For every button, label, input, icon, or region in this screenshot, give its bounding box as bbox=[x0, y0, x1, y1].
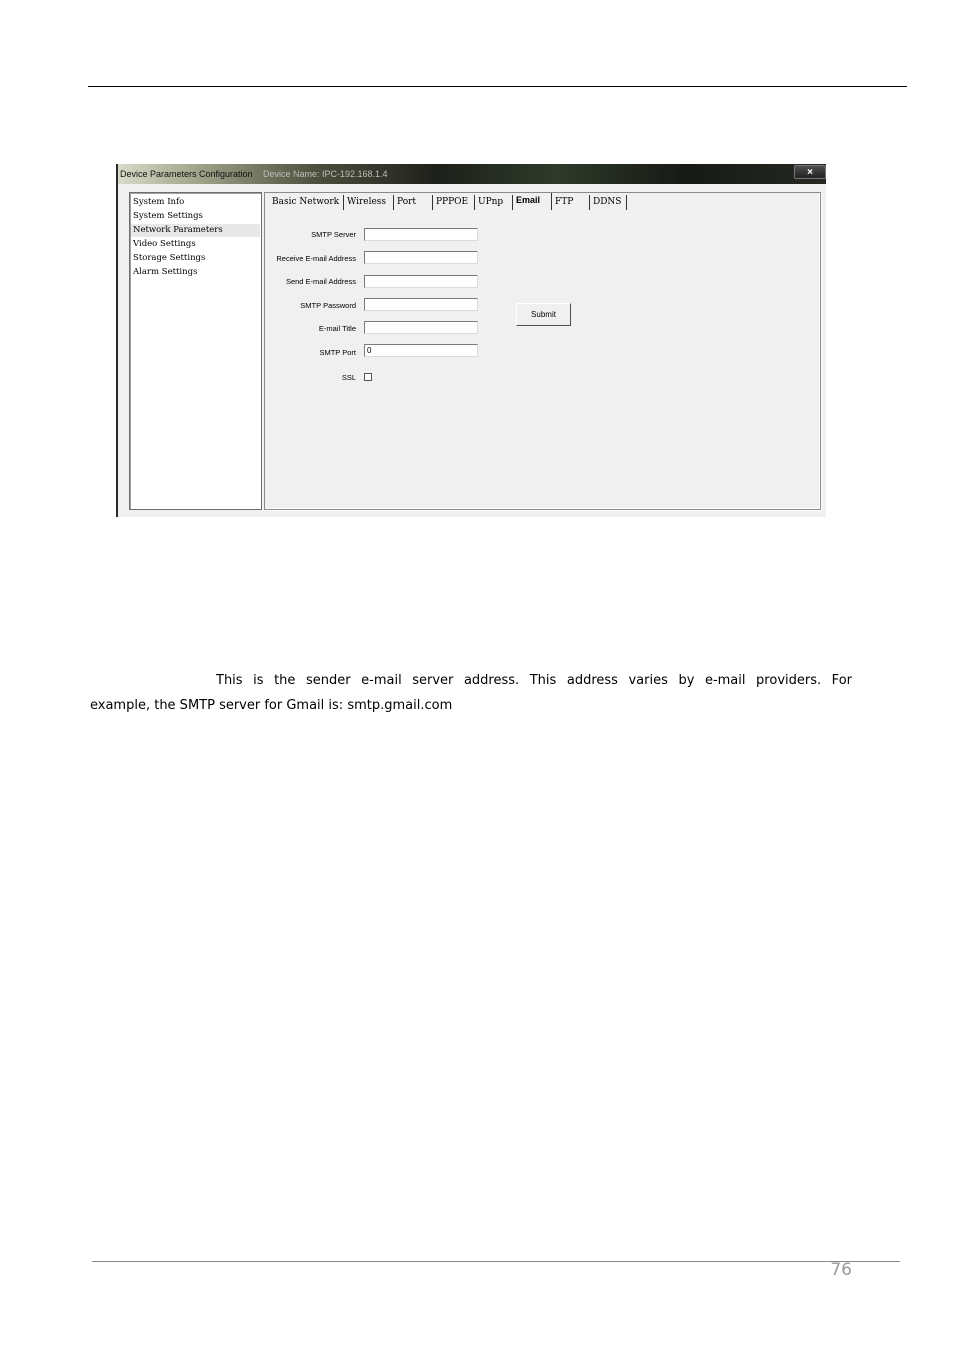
nav-item-alarm-settings[interactable]: Alarm Settings bbox=[133, 267, 198, 277]
device-parameters-dialog bbox=[116, 164, 826, 517]
smtp-password-input[interactable] bbox=[364, 298, 478, 311]
smtp-port-input[interactable]: 0 bbox=[364, 344, 478, 357]
smtp-server-input[interactable] bbox=[364, 228, 478, 241]
description-line-2: example, the SMTP server for Gmail is: smtp.gmail.com bbox=[90, 698, 453, 713]
tab-wireless[interactable]: Wireless bbox=[344, 195, 394, 210]
nav-item-storage-settings[interactable]: Storage Settings bbox=[133, 253, 206, 263]
nav-item-video-settings[interactable]: Video Settings bbox=[133, 239, 196, 249]
ssl-checkbox[interactable] bbox=[364, 373, 372, 381]
settings-nav-list bbox=[129, 192, 262, 510]
device-name: Device Name: IPC-192.168.1.4 bbox=[263, 169, 388, 179]
email-title-input[interactable] bbox=[364, 321, 478, 334]
smtp-server-description bbox=[90, 668, 852, 718]
email-title-label: E-mail Title bbox=[318, 324, 356, 333]
send-address-label: Send E-mail Address bbox=[285, 277, 356, 286]
send-address-input[interactable] bbox=[364, 275, 478, 288]
dialog-titlebar bbox=[118, 164, 826, 184]
header-rule bbox=[88, 86, 907, 87]
close-button[interactable] bbox=[794, 165, 826, 179]
tab-port[interactable]: Port bbox=[394, 195, 433, 210]
tab-email[interactable]: Email bbox=[513, 193, 552, 210]
smtp-server-label: SMTP Server bbox=[311, 230, 356, 239]
tab-upnp[interactable]: UPnp bbox=[475, 195, 513, 210]
tab-basic-network[interactable]: Basic Network bbox=[269, 195, 344, 210]
footer-rule bbox=[92, 1261, 900, 1262]
page-number: 76 bbox=[830, 1260, 852, 1280]
email-settings-panel bbox=[264, 192, 821, 510]
nav-item-network-parameters[interactable]: Network Parameters bbox=[131, 224, 260, 237]
tab-pppoe[interactable]: PPPOE bbox=[433, 195, 475, 210]
nav-item-system-settings[interactable]: System Settings bbox=[133, 211, 203, 221]
tab-ddns[interactable]: DDNS bbox=[590, 195, 627, 210]
nav-item-system-info[interactable]: System Info bbox=[133, 197, 185, 207]
ssl-label: SSL bbox=[341, 373, 356, 382]
receive-address-input[interactable] bbox=[364, 251, 478, 264]
smtp-port-label: SMTP Port bbox=[319, 348, 356, 357]
tab-ftp[interactable]: FTP bbox=[552, 195, 590, 210]
smtp-password-label: SMTP Password bbox=[300, 301, 356, 310]
description-line-1: This is the sender e-mail server address. This address varies by e-mail providers. For bbox=[216, 673, 852, 688]
submit-button[interactable]: Submit bbox=[516, 303, 571, 326]
close-icon: × bbox=[807, 167, 813, 178]
receive-address-label: Receive E-mail Address bbox=[276, 254, 356, 263]
dialog-title: Device Parameters Configuration bbox=[120, 169, 253, 179]
